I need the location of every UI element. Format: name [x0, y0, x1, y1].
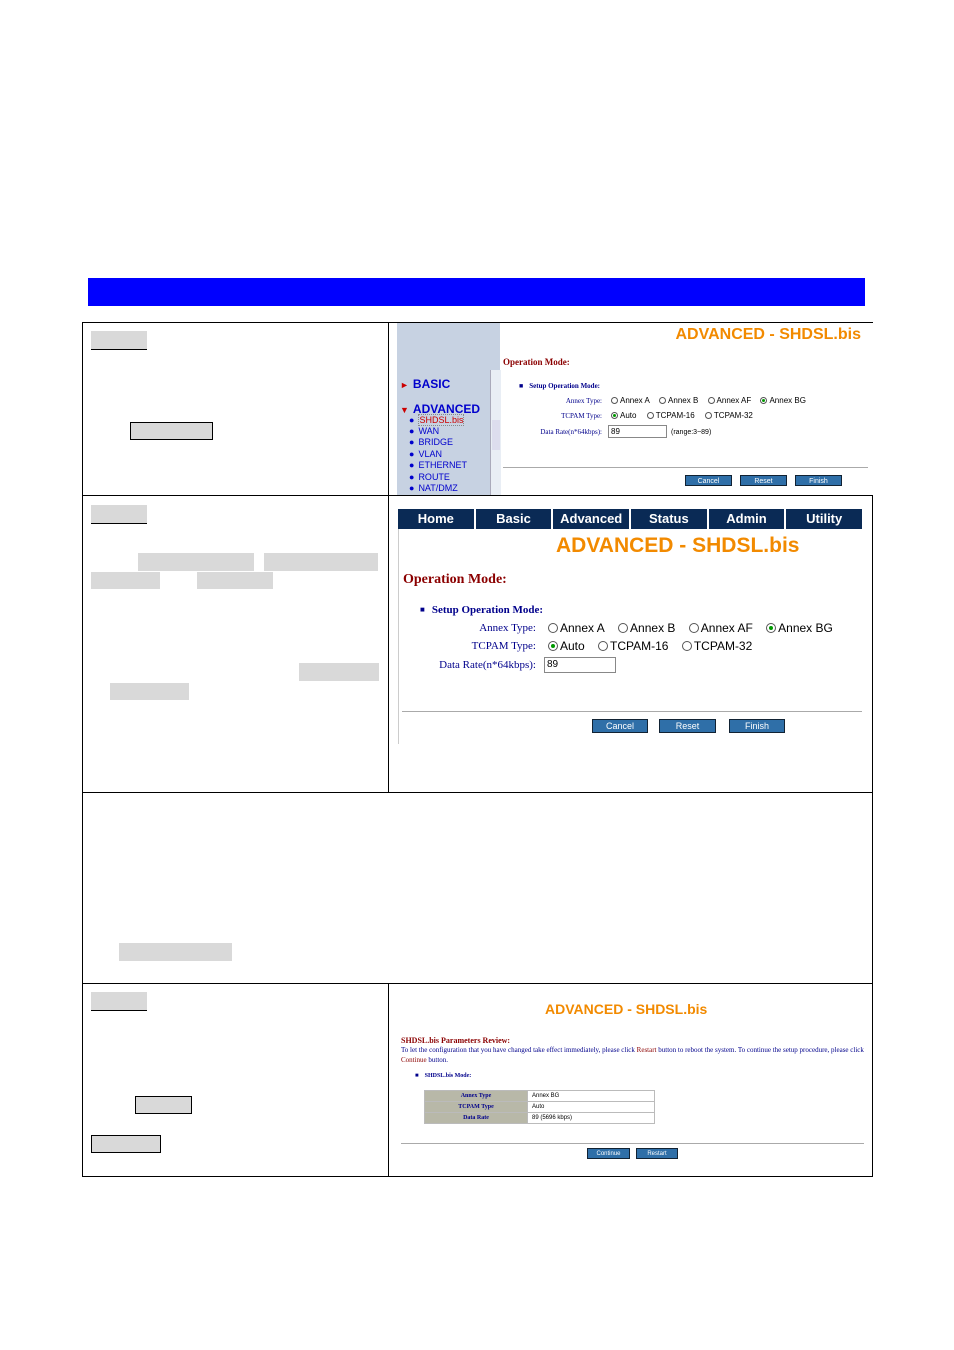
table-border-row3 [82, 983, 873, 984]
radio-selected-icon [766, 623, 776, 633]
nav-advanced[interactable]: Advanced [553, 509, 631, 529]
option-label: Annex B [668, 396, 699, 405]
subsection-title [519, 382, 600, 390]
step-label-4 [91, 992, 147, 1011]
table-value: 89 (5696 kbps) [528, 1113, 655, 1124]
page-title: ADVANCED - SHDSL.bis [545, 1001, 708, 1017]
bullet-icon: ● [409, 472, 415, 482]
annex-af-option[interactable] [689, 621, 753, 635]
radio-icon [598, 641, 608, 651]
sidebar-item-shdsl[interactable] [409, 415, 464, 425]
subsection-label: SHDSL.bis Mode: [424, 1073, 472, 1079]
option-label: TCPAM-32 [713, 411, 753, 420]
data-rate-range: (range:3~89) [671, 429, 712, 436]
bullet-icon: ● [409, 415, 415, 425]
radio-icon [647, 412, 654, 419]
bullet-icon: ● [409, 426, 415, 436]
highlight-box-2f [110, 683, 189, 700]
annex-type-label: Annex Type: [479, 622, 536, 634]
highlight-box-2e [299, 663, 379, 681]
arrow-down-icon: ▼ [400, 405, 409, 415]
subsection-title [420, 604, 543, 616]
annex-type-group [548, 621, 833, 635]
radio-icon [618, 623, 628, 633]
radio-icon [611, 397, 618, 404]
sidebar-basic[interactable] [400, 377, 450, 391]
tcpam-32-option[interactable] [682, 639, 752, 653]
annex-a-option[interactable] [611, 396, 650, 405]
highlight-box-3 [119, 943, 232, 961]
table-key: Annex Type [425, 1091, 528, 1102]
radio-selected-icon [611, 412, 618, 419]
finish-button[interactable]: Finish [795, 475, 842, 486]
nav-admin[interactable]: Admin [709, 509, 787, 529]
sidebar-item-vlan[interactable] [409, 449, 442, 459]
radio-selected-icon [548, 641, 558, 651]
bullet-square-icon: ■ [519, 382, 524, 390]
continue-button[interactable]: Continue [587, 1148, 630, 1159]
section-heading-bar [88, 278, 865, 306]
nav-home[interactable]: Home [398, 509, 476, 529]
tcpam-type-group [611, 411, 753, 420]
subsection-label: Setup Operation Mode: [529, 382, 601, 390]
option-label: Annex BG [769, 396, 806, 405]
sidebar-advanced-label: ADVANCED [412, 402, 481, 416]
bullet-icon: ● [409, 437, 415, 447]
finish-button[interactable]: Finish [729, 719, 785, 733]
page-title: ADVANCED - SHDSL.bis [556, 534, 800, 557]
highlight-box-2d [197, 572, 273, 589]
note-continue-word: Continue [401, 1056, 427, 1064]
table-key: Data Rate [425, 1113, 528, 1124]
tcpam-32-option[interactable] [705, 411, 753, 420]
table-border-bottom [82, 1176, 873, 1177]
radio-icon [705, 412, 712, 419]
option-label: Annex A [620, 396, 650, 405]
radio-icon [682, 641, 692, 651]
tcpam-type-label: TCPAM Type: [561, 412, 602, 420]
arrow-right-icon: ► [400, 380, 409, 390]
table-row [425, 1113, 655, 1124]
screenshot-advanced-sidebar [397, 323, 873, 495]
note-part: button. [426, 1056, 449, 1064]
sidebar-item-route[interactable] [409, 472, 450, 482]
table-border-row1 [82, 495, 873, 496]
top-navbar [398, 509, 862, 529]
table-row [425, 1102, 655, 1113]
instruction-text [401, 1045, 867, 1065]
highlight-box-4a [135, 1096, 192, 1114]
note-part: button to reboot the system. To continue the setup procedure, please click [656, 1046, 864, 1054]
data-rate-label: Data Rate(n*64kbps): [540, 428, 602, 436]
data-rate-input[interactable]: 89 [544, 657, 616, 673]
note-restart-word: Restart [636, 1046, 657, 1054]
option-label: Annex A [560, 621, 605, 635]
tcpam-type-label: TCPAM Type: [471, 640, 536, 652]
annex-b-option[interactable] [618, 621, 675, 635]
annex-bg-option[interactable] [760, 396, 805, 405]
sidebar-item-label: NAT/DMZ [418, 483, 458, 493]
highlight-box-2c [91, 572, 160, 589]
cancel-button[interactable]: Cancel [592, 719, 648, 733]
annex-a-option[interactable] [548, 621, 605, 635]
nav-status[interactable]: Status [631, 509, 709, 529]
radio-icon [708, 397, 715, 404]
table-border-left [82, 322, 83, 1177]
divider [401, 1143, 864, 1144]
sidebar-item-bridge[interactable] [409, 437, 453, 447]
table-divider-upper [388, 322, 389, 793]
annex-type-group [611, 396, 806, 405]
option-label: Annex AF [700, 621, 753, 635]
restart-button[interactable]: Restart [636, 1148, 678, 1159]
step-label-2 [91, 505, 147, 524]
tcpam-auto-option[interactable] [548, 639, 585, 653]
highlight-box-2b [264, 553, 378, 571]
option-label: Annex BG [778, 621, 833, 635]
sidebar-item-ethernet[interactable] [409, 460, 467, 470]
bullet-icon: ● [409, 483, 415, 493]
nav-basic[interactable]: Basic [476, 509, 554, 529]
reset-button[interactable]: Reset [659, 719, 716, 733]
page-title: ADVANCED - SHDSL.bis [675, 326, 861, 343]
divider [503, 467, 868, 468]
sidebar-item-label: VLAN [418, 449, 442, 459]
data-rate-input[interactable]: 89 [608, 425, 667, 438]
option-label: TCPAM-32 [693, 639, 753, 653]
table-divider-lower [388, 983, 389, 1177]
section-title: Operation Mode: [403, 572, 507, 587]
option-label: TCPAM-16 [655, 411, 695, 420]
annex-af-option[interactable] [708, 396, 752, 405]
table-border-row2 [82, 792, 873, 793]
section-title: Operation Mode: [503, 357, 570, 367]
table-key: TCPAM Type [425, 1102, 528, 1113]
subsection-title [415, 1073, 471, 1079]
sidebar-item-wan[interactable] [409, 426, 439, 436]
option-label: Annex B [630, 621, 676, 635]
radio-icon [689, 623, 699, 633]
subsection-label: Setup Operation Mode: [431, 604, 544, 616]
option-label: TCPAM-16 [610, 639, 669, 653]
sidebar-item-label: ROUTE [418, 472, 450, 482]
sidebar-item-label: SHDSL.bis [419, 415, 464, 425]
sidebar-item-label: WAN [418, 426, 440, 436]
cancel-button[interactable]: Cancel [685, 475, 732, 486]
tcpam-type-group [548, 639, 752, 653]
content-edge [398, 529, 399, 744]
sidebar-item-label: BRIDGE [418, 437, 453, 447]
sidebar-item-nat[interactable] [409, 483, 458, 493]
option-label: Annex AF [716, 396, 752, 405]
sidebar-scrollbar[interactable] [490, 370, 501, 495]
highlight-box-4b [91, 1135, 161, 1153]
bullet-icon: ● [409, 460, 415, 470]
screenshot-operation-mode [398, 509, 864, 745]
note-part: To let the configuration that you have changed take effect immediately, please click [401, 1046, 637, 1054]
sidebar-item-label: ETHERNET [418, 460, 467, 470]
sidebar-basic-label: BASIC [412, 377, 451, 391]
highlight-box-2a [138, 553, 254, 571]
review-table [424, 1090, 655, 1124]
nav-utility[interactable]: Utility [806, 511, 843, 526]
table-value: Annex BG [528, 1091, 655, 1102]
bullet-square-icon: ■ [420, 605, 425, 614]
tcpam-16-option[interactable] [647, 411, 695, 420]
option-label: Auto [620, 411, 637, 420]
tcpam-16-option[interactable] [598, 639, 668, 653]
table-value: Auto [528, 1102, 655, 1113]
radio-icon [659, 397, 666, 404]
step-label-1 [91, 331, 147, 350]
option-label: Auto [560, 639, 585, 653]
bullet-square-icon: ■ [415, 1073, 419, 1079]
table-row [425, 1091, 655, 1102]
radio-icon [548, 623, 558, 633]
bullet-icon: ● [409, 449, 415, 459]
annex-b-option[interactable] [659, 396, 698, 405]
section-title: SHDSL.bis Parameters Review: [401, 1036, 511, 1045]
annex-bg-option[interactable] [766, 621, 833, 635]
screenshot-parameters-review [398, 996, 868, 1166]
annex-type-label: Annex Type: [565, 397, 602, 405]
data-rate-label: Data Rate(n*64kbps): [439, 659, 536, 671]
scrollbar-thumb[interactable] [492, 420, 500, 450]
sidebar-menu [397, 323, 500, 495]
highlight-box-1 [130, 422, 213, 440]
divider [402, 711, 862, 712]
tcpam-auto-option[interactable] [611, 411, 636, 420]
reset-button[interactable]: Reset [740, 475, 787, 486]
radio-selected-icon [760, 397, 767, 404]
